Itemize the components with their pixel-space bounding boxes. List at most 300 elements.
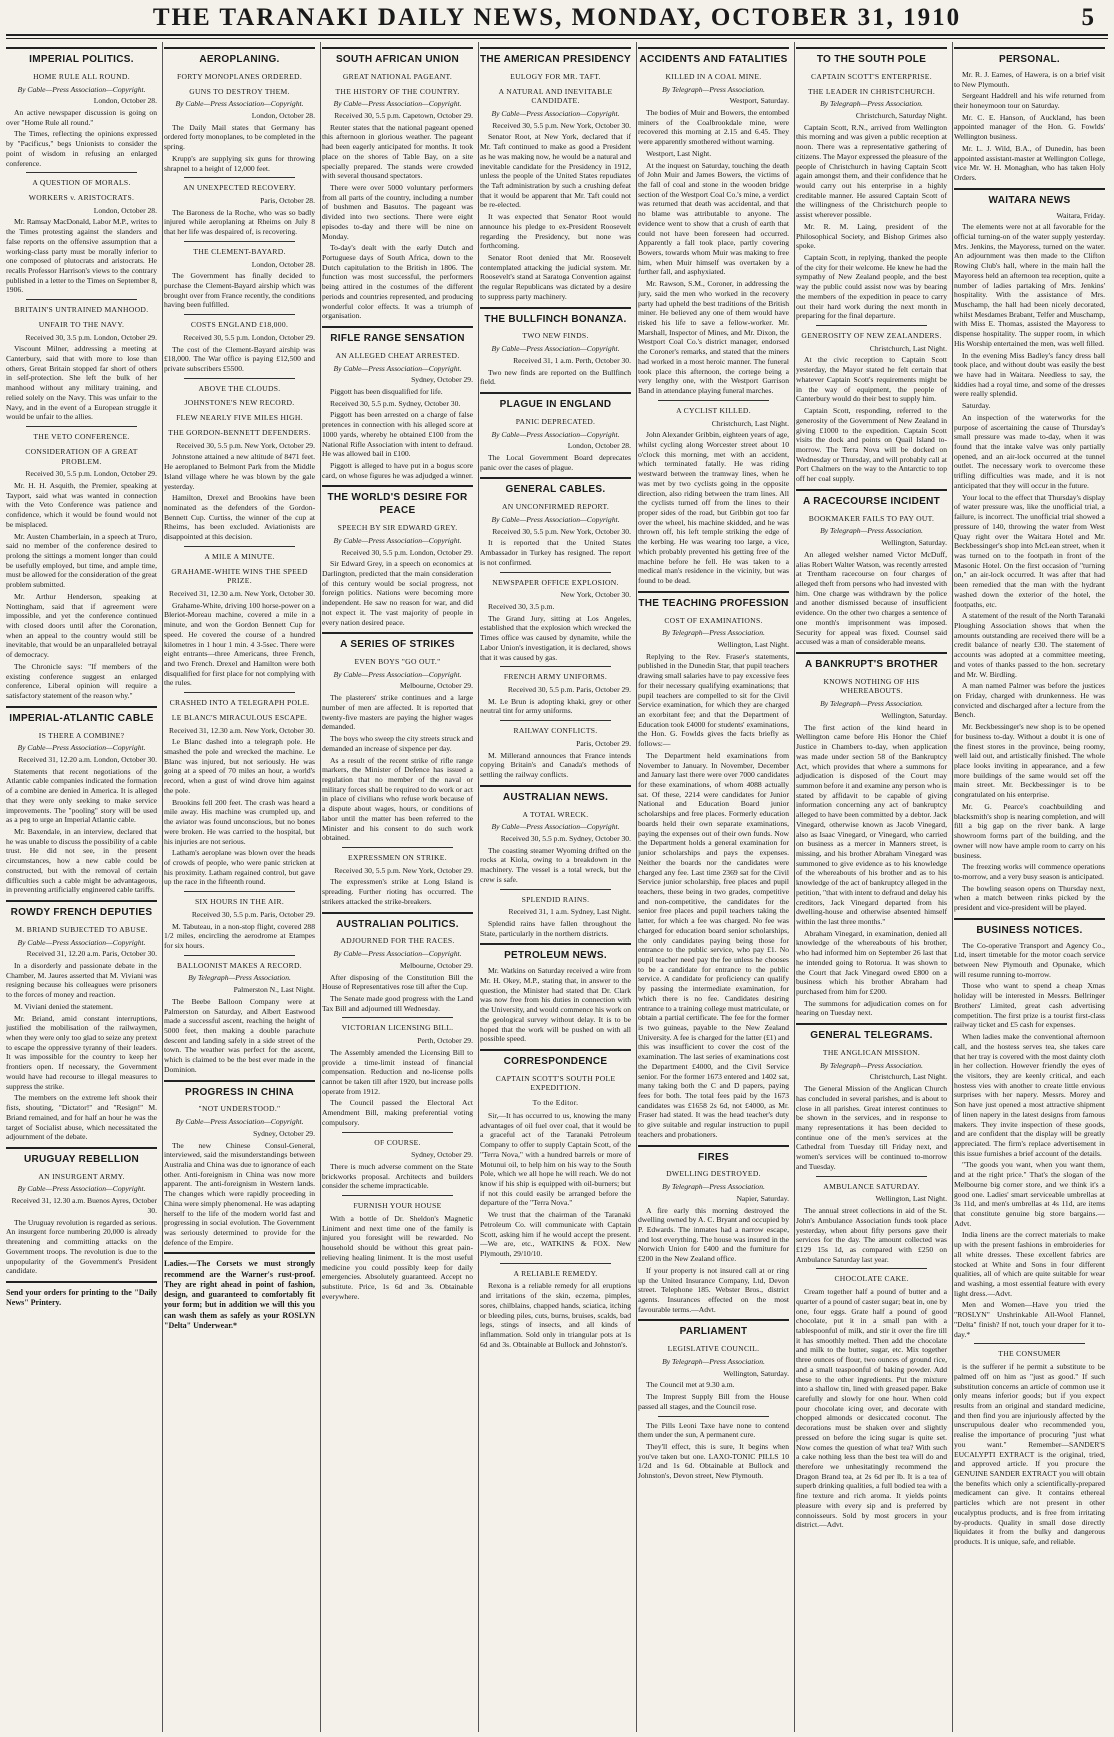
article-date: Received 31, 12.20 a.m. Paris, October 30. [26, 949, 157, 959]
article-paragraph: The Department held examinations from November to January. In November, December and January last there were over 7000 candidates for these examinations, of whom 4088 actually sat. Of these, 2214 were candidates for Junior National and Education Board junior scholarships and free places. Formerly education boards held their own separate examinations, paying the expenses out of their own funds. Now the Department holds a general examination for junior scholarships and pays the expenses. Neither the boards nor the candidates were charged any fee. Last time 2369 sat for the Civil Service junior scholarship, free places and pupil teachers, these being in two grades, competitive and non-competitive, the candidates for the senior free places and pupil teachers taking the latter, for which a fee was charged. No fee was charged for education board senior scholarships, the only candidates paying being those for entrance to the public service, who pay £1. No pupil teacher need pay the fee unless he chooses to be a candidate for entrance to the public service. A candidate for proficiency can qualify by passing the intermediate examination, for which there is no fee. Candidates desiring entrance to a training college must matriculate, or obtain a partial certificate. The fee for the former is two guineas, payable to the New Zealand University. A fee is charged for the latter (£1) and this was insufficient to cover the cost of the examination. The last series of examinations cost the Department £4000, and the Civil Service senior. For the former 1673 entered and 1402 sat, many taking both the C and D papers, paying fees for both. The total fees paid by the 1673 candidates was £1658 2s 6d, not £4000, as Mr. Fraser had stated. It was the head teacher's duty to give suitable and regular instruction to pupil teachers and probationers. [638, 750, 789, 1139]
article-date: Received 30, 5.5 p.m. Paris, October 29. [507, 684, 631, 694]
article-paragraph: When ladies make the conventional afternoon call, and the hostess serves tea, she takes care that her tray is covered with the most dainty cloth in her collection. However friendly the eyes of the visitors, they are keenly critical, and each hostess vies with another to create little envious surprises with her napery. Messrs. Morey and Son have just opened a most attractive shipment of linen napery in the latest designs from famous makers. They invite inspection of these goods, and are confident that the display will be greatly appreciated. The firm's replace advertisement in this issue furnishes a brief account of the details. [954, 1032, 1105, 1158]
article-paragraph: Saturday. [962, 401, 991, 411]
article [6, 1147, 157, 1276]
article-paragraph: There were over 5000 voluntary performers from all parts of the country, including a number of bushmen and Basutos. The pageant was divided into two sections. There were eight episodes to-day and there will be nine on Monday. [322, 182, 473, 241]
article [164, 47, 315, 173]
article-subheading: "NOT UNDERSTOOD." [198, 1104, 281, 1114]
article-paragraph: At the inquest on Saturday, touching the death of John Muir and James Bowers, the victims of the fall of coal and stone in the wooden bridge section of the Westport Coal Co.'s mine, a verdict was returned that death was accidental, and that no blame was attributable to anyone. The evidence went to show that a crush of earth that could not have been foreseen had occurred. Apparently a fall took place, partly covering Bowers, towards whom Muir was making to free him, when Muir himself was overtaken by a further fall, and asphyxiated. [638, 160, 789, 277]
article-paragraph: Two new finds are reported on the Bullfinch field. [480, 367, 631, 387]
article-paragraph: The freezing works will commence operations to-morrow, and a very busy season is anticipated. [954, 862, 1105, 881]
article-heading: AUSTRALIAN POLITICS. [336, 918, 459, 930]
article-dateline: By Cable—Press Association—Copyright. [333, 949, 462, 959]
article-date: London, October 28. [93, 205, 157, 215]
article-subheading: A MILE A MINUTE. [204, 551, 275, 561]
article-subheading: BALLOONIST MAKES A RECORD. [177, 960, 302, 970]
article-subheading: A QUESTION OF MORALS. [32, 178, 131, 188]
article-subheading: SPEECH BY SIR EDWARD GREY. [337, 523, 458, 533]
article-paragraph: Mr. H. H. Asquith, the Premier, speaking at Tayport, said what was wanted in connection with the Veto Conference was patience and confidence, which it would be found would not be misplaced. [6, 480, 157, 529]
article-dateline: By Cable—Press Association—Copyright. [491, 822, 620, 832]
section-rule [480, 943, 631, 945]
article [164, 241, 315, 310]
article-separator [184, 891, 295, 892]
article-paragraph: A man named Palmer was before the justices on Friday, charged with drunkenness. He was convicted and discharged after a lecture from the Bench. [954, 681, 1105, 720]
article-paragraph: Piggott has been disqualified for life. [330, 387, 443, 396]
article-date: Wellington, Saturday. [881, 710, 947, 720]
article-separator [342, 1132, 453, 1133]
article-subheading: IS THERE A COMBINE? [38, 730, 125, 740]
article-date: Wellington, Last Night. [717, 639, 789, 649]
article-dateline: By Cable—Press Association—Copyright. [333, 535, 462, 545]
article [164, 177, 315, 237]
article [322, 912, 473, 1014]
article [638, 1319, 789, 1411]
article-paragraph: Mr. Briand, amid constant interruptions, justified the mobilisation of the railwaymen, when they were only too glad to seize any pretext to escape the oppressive tyranny of their leaders. It was impossible for the country to keep her frontiers open. If necessary, the Government would have had recourse to illegal measures to suppress the strike. [6, 1013, 157, 1091]
masthead-rule-thin [6, 38, 1108, 39]
article-heading: WAITARA NEWS [988, 194, 1071, 206]
article-subheading: NEWSPAPER OFFICE EXPLOSION. [492, 577, 619, 587]
article-separator [342, 1195, 453, 1196]
article-heading: TO THE SOUTH POLE [816, 54, 927, 65]
article-paragraph: The Pills Leoni Taxe have none to contend them under the sun, A permanent cure. [638, 1420, 789, 1440]
article-separator [816, 1176, 927, 1177]
article-paragraph: The Council passed the Electoral Act Amendment Bill, making preferential voting compulsory. [322, 1098, 473, 1127]
section-rule [480, 1049, 631, 1051]
article-heading: PETROLEUM NEWS. [504, 950, 607, 962]
article [322, 847, 473, 907]
article-heading: CORRESPONDENCE [503, 1055, 608, 1067]
section-rule [6, 1281, 157, 1283]
article [480, 47, 631, 302]
article-dateline: By Cable—Press Association—Copyright. [175, 99, 304, 109]
article-paragraph: Mr. Baxendale, in an interview, declared that he was unable to discuss the possibility of a cable trust. He did not see, in the present circumstances, how a new cable could be constructed, but with the removal of certain difficulties such a cable might be advantageous, in preventing artificially engineered cable tariffs. [6, 827, 157, 895]
article-paragraph: Received 30, 3.5 p.m. [488, 601, 555, 611]
article-paragraph: Your local to the effect that Thursday's display of water pressure was, like the unofficial trial, a failure, is incorrect. The unofficial trial showed a pressure of 140, throwing the water from West Quay right over the Waitara Hotel and Mr. Beckbessinger's shop into McLean street, when it was turned on to the footpath in front of the Masonic Hotel. On the first occasion of "turning on," an air-lock occurred. It was after that had been remedied that the man with the hydrant washed down the exterior of the hotel, the footpaths, etc. [954, 492, 1105, 609]
article-subheading: A RELIABLE REMEDY. [513, 1268, 598, 1278]
article-paragraph: Mr. R. J. Eames, of Hawera, is on a brief visit to New Plymouth. [954, 69, 1105, 89]
article [6, 900, 157, 1142]
article-subheading: AN UNCONFIRMED REPORT. [501, 502, 610, 512]
article-subheading: EXPRESSMEN ON STRIKE. [348, 852, 447, 862]
article-paragraph: The Uruguay revolution is regarded as serious. An insurgent force numbering 20,000 is already threatening and committing attacks on the Government troops. The revolution is due to the unpopularity of the Government's President candidate. [6, 1217, 157, 1276]
article [322, 326, 473, 480]
article-separator [500, 666, 611, 667]
article-date: Received 31, 1 a.m. Perth, October 30. [513, 355, 631, 365]
article-date: Westport, Saturday. [729, 96, 789, 106]
article-heading: PROGRESS IN CHINA [184, 1086, 294, 1098]
article-date: Received 30, 5.5 p.m. London, October 29. [341, 547, 473, 557]
section-rule [480, 47, 631, 49]
article-separator [500, 1263, 611, 1264]
article-date: Sydney, October 29. [253, 1128, 315, 1138]
section-rule [796, 489, 947, 491]
article-paragraph: Viscount Milner, addressing a meeting at Canterbury, said that with more to lose than others, Great Britain stopped far short of others in self-protection. She left the bulk of her manhood without any military training, and relied solely on the Navy. This was unfair to the Navy, and in the event of a European struggle it would be unfair to the allies. [6, 344, 157, 422]
article-paragraph: The boys who sweep the city streets struck and demanded an increase of sixpence per day. [322, 734, 473, 753]
article-subheading: CAPTAIN SCOTT'S ENTERPRISE. [811, 71, 932, 81]
article [164, 378, 315, 542]
article-date: Perth, October 29. [417, 1036, 473, 1046]
article-separator [184, 177, 295, 178]
article-paragraph: Mr. Austen Chamberlain, in a speech at Truro, said no member of the conference desired to prolong the sittings a moment longer than could be usefully employed, but time, and ample time, must be allowed for the consideration of the great problem submitted. [6, 531, 157, 590]
article-dateline: By Cable—Press Association—Copyright. [491, 344, 620, 354]
article-paragraph: Krupp's are supplying six guns for throwing shrapnel to a height of 12,000 feet. [164, 153, 315, 173]
article-date: Received 30, 5.5 p.m. Sydney, October 30. [500, 833, 631, 843]
article [6, 47, 157, 168]
article-separator [184, 692, 295, 693]
article-subheading: BRITAIN'S UNTRAINED MANHOOD. [14, 305, 149, 315]
article-dateline: By Cable—Press Association—Copyright. [17, 84, 146, 94]
article-dateline: By Cable—Press Association—Copyright. [491, 108, 620, 118]
page-columns [6, 42, 1108, 1732]
article [954, 188, 1105, 913]
article-subheading: HOME RULE ALL ROUND. [33, 71, 130, 81]
article-paragraph: The first action of the kind heard in Wellington came before His Honor the Chief Justice in Chambers to-day, when application was made under section 58 of the Bankruptcy Act, which provides that where a summons for adjudication is disposed of the Court may summon before it and examine any person who is stated by affidavit to be capable of giving information concerning any act of bankruptcy alleged to have been committed by a debtor. Jack Vinegard, otherwise known as Jacob Vinegard, also as Isaac Vinegard, or Vinegard, who carried on business as a mercer in Manners street, is missing, and his brother Abraham Vinegard was summoned to give evidence as to his knowledge of the whereabouts of his brother and as to his knowledge of the act of bankruptcy alleged in the petition, "that with intent to defraud and delay his creditors, Jack Vinegard departed from his dwelling-house and otherwise absented himself within the last three months." [796, 722, 947, 927]
article-separator [658, 1416, 769, 1417]
article-subheading: AN UNEXPECTED RECOVERY. [183, 183, 296, 193]
section-rule [6, 47, 157, 49]
article-paragraph: In the evening Miss Badley's fancy dress ball took place, and without doubt was easily the best we have had in Waitara. Needless to say, the kiddies had a royal time, and some of the dresses were really splendid. [954, 350, 1105, 399]
article-dateline: By Cable—Press Association—Copyright. [491, 514, 620, 524]
article-separator [184, 314, 295, 315]
article-paragraph: As a result of the recent strike of rifle range markers, the Minister of Defence has issued a regulation that no member of the naval or military forces shall be required to do work or act in place of civilians who refuse work because of a dispute about wages, hours, or conditions of labor until the matter has been referred to the Minister and his consent to do such work obtained. [322, 755, 473, 843]
article-date: Received 30, 5.5 p.m. New York, October 29. [334, 865, 473, 875]
article-paragraph: It was expected that Senator Root would announce his pledge to ex-President Roosevelt regarding the Presidency, but none was forthcoming. [480, 212, 631, 251]
article-separator [974, 1343, 1085, 1344]
article [480, 572, 631, 663]
article [796, 325, 947, 484]
article-paragraph: Captain Scott, R.N., arrived from Wellington this morning and was given a public reception at noon. There was a representative gathering of citizens. The Mayor expressed the pleasure of the people of Christchurch in having Captain Scott again amongst them, and their confidence that he would carry out his enterprise in a highly creditable manner. He assured Captain Scott of the willingness of the Christchurch people to assist wherever possible. [796, 122, 947, 220]
article-paragraph: Sergeant Haddrell and his wife returned from their honeymoon tour on Saturday. [954, 91, 1105, 110]
article-paragraph: The Co-operative Transport and Agency Co., Ltd, insert timetable for the motor coach service between New Plymouth and Opunake, which will resume running to-morrow. [954, 940, 1105, 979]
section-rule [164, 1252, 315, 1254]
article-subheading: CHOCOLATE CAKE. [834, 1274, 909, 1284]
article-subheading: THE HISTORY OF THE COUNTRY. [335, 86, 460, 96]
article-paragraph: Mr. Ramsay MacDonald, Labor M.P., writes to the Times protesting against the slanders and false reports on the offensive assumption that a working-class party must be morally inferior to one composed of plutocrats and aristocrats. He recalls Professor Harrison's views to the contrary published in a letter to the Times on September 8, 1906. [6, 217, 157, 295]
article-dateline: By Cable—Press Association—Copyright. [17, 937, 146, 947]
article-date: Waitara, Friday. [1056, 210, 1105, 220]
article-separator [26, 172, 137, 173]
section-rule [164, 1080, 315, 1082]
article-paragraph: The annual street collections in aid of the St. John's Ambulance Association funds took place yesterday, when about fifty persons gave their services for the day. The amount collected was £129 15s 1d, as compared with £250 on Ambulance Saturday last year. [796, 1206, 947, 1264]
article-subheading: ADJOURNED FOR THE RACES. [340, 936, 455, 946]
article-subheading: GENEROSITY OF NEW ZEALANDERS. [801, 331, 942, 341]
article-separator [658, 400, 769, 401]
article-paragraph: Latham's aeroplane was blown over the heads of crowds of people, who were panic stricken at his proximity. Latham regained control, but gave up the race in the fifteenth round. [164, 848, 315, 887]
article-paragraph: Mr. L. J. Wild, B.A., of Dunedin, has been appointed assistant-master at Wellington College, vice Mr. W. H. Monaghan, who has taken Holy Orders. [954, 143, 1105, 182]
article-paragraph: Grahame-White, driving 100 horse-power on a Bleriot-Moreau machine, covered a mile in a minute, and won the Gordon Bennett Cup for speed. He covered the course of a hundred kilometres in 1 hour 1 min. 4 3-5sec. There were eight entrants—three Americans, three French, and two French. Drexel and Hamilton were both disqualified for first place for not complying with the rules. [164, 600, 315, 688]
article-paragraph: is the sufferer if he permit a substitute to be palmed off on him as "just as good." If such substitution concerns an article of common use it only means inferior goods; but if you expect results from an original and standard medicine, and then find you are injuriously affected by the unscrupulous dealer who recommended you, realise the importance of procuring "just what you want." Remember—SANDER'S EUCALYPTI EXTRACT is the original, tried, and approved article. If you procure the GENUINE SANDER EXTRACT you will obtain the benefits which only a scientifically-prepared medicament can give. It contains ethereal particles which are not present in other eucalyptus products, and is free from irritating by-products. Quality in small dose directly liquidates it from the bulky and dangerous products. It is unique, safe, and reliable. [954, 1362, 1105, 1547]
article-paragraph: Splendid rains have fallen throughout the State, particularly in the northern districts. [480, 918, 631, 938]
article-paragraph: With a bottle of Dr. Sheldon's Magnetic Liniment and next time one of the family is injured you foresight will be rewarded. No household should be without this great pain-relieving healing liniment. It is the most useful medicine you could possibly keep for daily emergencies. Absolutely guaranteed. Accept no substitute. Price, 1s 6d and 3s. Obtainable everywhere. [322, 1213, 473, 1301]
article [6, 426, 157, 701]
article-date: Melbourne, October 29. [400, 681, 473, 691]
page-number: 5 [1081, 4, 1094, 31]
article-paragraph: The Beebe Balloon Company were at Palmerston on Saturday, and Albert Eastwood made a successful ascent, reaching the height of 5000 feet, then making a double parachute descent and landing safely in a side street of the town. The weather was perfect for the ascent, which is claimed to be the best ever made in the Dominion. [164, 996, 315, 1074]
article-heading: GENERAL TELEGRAMS. [810, 1030, 933, 1042]
article-subheading: AN INSURGENT ARMY. [38, 1171, 125, 1181]
article-heading: SOUTH AFRICAN UNION [335, 54, 460, 65]
section-rule [954, 918, 1105, 920]
article-date: Received 30, 5.5 p.m. Capetown, October 29. [334, 110, 473, 120]
section-rule [954, 188, 1105, 190]
article-paragraph: The coasting steamer Wyoming drifted on the rocks at Kiola, owing to a breakdown in the machinery. The vessel is a total wreck, but the crew is safe. [480, 845, 631, 884]
article-subheading: BOOKMAKER FAILS TO PAY OUT. [808, 513, 935, 523]
article-dateline: By Cable—Press Association—Copyright. [333, 363, 462, 373]
article-subheading: PANIC DEPRECATED. [515, 416, 596, 426]
section-rule [164, 47, 315, 49]
article-subheading: FORTY MONOPLANES ORDERED. [176, 71, 303, 81]
article-paragraph: Cream together half a pound of butter and a quarter of a pound of caster sugar; beat in, one by one, four eggs. Grate half a pound of good chocolate, put it in a small pan with a tablespoonful of milk, and stir it over the fire till it has smoothly melted. Then add the chocolate and milk to the butter, sugar, etc. Mix together three ounces of flour, two ounces of ground rice, and a small teaspoonful of baking powder. Add these to the other ingredients. Put the mixture into a shallow tin, lined with greased paper. Bake carefully and slowly for one hour. When cold pour chocolate icing over, and decorate with chopped almonds or desiccated coconut. The decorations must be shaken over and slightly pressed on before the icing sugar is quite set. Now comes the question of what tea? With such a cake nothing less than the best tea will do and therefore we unhesitatingly recommend the Dragon Brand tea, at 2s 6d per lb. It is a tea of superb drinking qualities, a full bodied tea with a fine texture and rich aroma. It yields points pleasure with every sip and is preferred by connoisseurs. Sold by most grocers in your district.—Advt. [796, 1287, 947, 1530]
article-subheading: THE CLEMENT-BAYARD. [193, 246, 286, 256]
article-subheading: THE ANGLICAN MISSION. [822, 1048, 921, 1057]
article-subheading: ABOVE THE CLOUDS. [198, 383, 281, 393]
section-rule [6, 1147, 157, 1149]
article-date: Christchurch, Last Night. [869, 1072, 947, 1082]
article-dateline: By Cable—Press Association—Copyright. [333, 99, 462, 109]
article-paragraph: We trust that the chairman of the Taranaki Petroleum Co. will communicate with Captain Scott, asking him if he would accept the present.—We are, etc., WATKINS & FOX. New Plymouth, 29/10/10. [480, 1210, 631, 1258]
article-subheading: OF COURSE. [374, 1137, 421, 1147]
article [796, 1268, 947, 1530]
column-footer-ad: Send your orders for printing to the "Daily News" Printery. [6, 1287, 157, 1308]
article-date: Sydney, October 29. [411, 1150, 473, 1160]
article-paragraph: The bowling season opens on Thursday next, when a match between rinks picked by the president and vice-president will be played. [954, 883, 1105, 913]
article [164, 314, 315, 374]
article-subheading: UNFAIR TO THE NAVY. [38, 319, 125, 329]
article-paragraph: Captain Scott, in replying, thanked the people of the city for their welcome. He knew he had the sympathy of New Zealand people, and the best way the public could assist now was by bearing the members of the expedition in peace to carry out their hard work during the next month in preparing for the final departure. [796, 253, 947, 321]
article-paragraph: The expressmen's strike at Long Island is spreading. Further rioting has occurred. The strikers attacked the strike-breakers. [322, 877, 473, 906]
article-date: Received 31, 12.30 a.m. New York, October 30. [169, 725, 315, 735]
article-heading: PARLIAMENT [679, 1326, 748, 1338]
article [6, 299, 157, 422]
article [638, 1145, 789, 1315]
article-paragraph: An inspection of the waterworks for the purpose of ascertaining the cause of Thursday's small pressure was made to-day, when it was found that the intake valve was only partially opened, and an air-lock occurred at the tunnel outlet. The necessary work to overcome these trifling difficulties was made, and it is not anticipated that they will occur in the future. [954, 412, 1105, 490]
article-paragraph: M. Tabuteau, in a non-stop flight, covered 288 1/2 miles, encircling the aerodrome at Etampes for six hours. [164, 921, 315, 950]
article-paragraph: After disposing of the Constitution Bill the House of Representatives rose till after the Cup. [322, 972, 473, 992]
article-subheading: VICTORIAN LICENSING BILL. [341, 1023, 454, 1033]
article-heading: PLAGUE IN ENGLAND [499, 399, 612, 410]
article-date: Wellington, Last Night. [875, 1194, 947, 1204]
article-subheading: A TOTAL WRECK. [522, 809, 589, 819]
article-separator [500, 889, 611, 890]
column-3 [322, 42, 473, 1732]
article [796, 47, 947, 321]
article-date: Wellington, Saturday. [881, 538, 947, 548]
article-paragraph: A fire early this morning destroyed the dwelling owned by A. C. Bryant and occupied by P. Edwards. The inmates had a narrow escape, and lost everything. The house was insured in the Norwich Union for £400 and the furniture for £200 in the New Zealand office. [638, 1205, 789, 1264]
article-paragraph: If your property is not insured call at or ring up the United Insurance Company, Ltd, Devon street. Telephone 185. Webster Bros., district agents. Insurances effected on the most favourable terms.—Advt. [638, 1265, 789, 1314]
column-7 [954, 42, 1105, 1732]
article [954, 47, 1105, 183]
masthead-rule [6, 34, 1108, 36]
article-dateline: By Telegraph—Press Association. [820, 1060, 923, 1070]
article-heading: FIRES [698, 1151, 729, 1163]
article-separator [26, 426, 137, 427]
article-subheading: GUNS TO DESTROY THEM. [189, 86, 290, 96]
article-date: Christchurch, Saturday Night. [855, 110, 947, 120]
column-4 [480, 42, 631, 1732]
article [480, 943, 631, 1044]
article-dateline: By Telegraph—Press Association. [662, 628, 765, 638]
article [322, 632, 473, 843]
article-dateline: By Telegraph—Press Association. [662, 84, 765, 94]
article-paragraph: To-day's dealt with the early Dutch and Portuguese days of South Africa, down to the Dutch capitulation to the British in 1806. The function was most successful, the performers being attired in the costumes of the different periods and countries represented, and producing wonderful color effects. It was a triumph of organisation. [322, 243, 473, 321]
article [322, 47, 473, 321]
article-paragraph: Mr. R. M. Laing, president of the Philosophical Society, and Bishop Grimes also spoke. [796, 221, 947, 251]
section-rule [322, 47, 473, 49]
article-paragraph: Westport, Last Night. [646, 148, 712, 158]
article-subheading: A CYCLIST KILLED. [676, 405, 751, 415]
article-separator [500, 720, 611, 721]
article-date: Received 31, 1 a.m. Sydney, Last Night. [508, 907, 631, 917]
article-paragraph: The plasterers' strike continues and a large number of men are affected. It is reported that twenty-five masters are paying the higher wages demanded. [322, 693, 473, 732]
article [6, 706, 157, 895]
article-subheading: THE GORDON-BENNETT DEFENDERS. [168, 427, 311, 437]
article-subheading: LEGISLATIVE COUNCIL. [667, 1344, 760, 1354]
article-date: Received 31, 12.30 a.m. New York, October 30. [169, 588, 315, 598]
section-rule [322, 912, 473, 914]
article-subheading: KILLED IN A COAL MINE. [665, 71, 762, 81]
article-paragraph: The new Chinese Consul-General, interviewed, said the misunderstandings between Australia and China was due to ignorance of each other. Anti-foreignism in China was now more apparent. The anti-foreignism in Western lands. The changes which were rapidly proceeding in China were simply phenomenal. He was adapting herself to the life of the modern world fast and progressing in social evolution. The Government was seriously determined to provide for the defence of the Empire. [164, 1140, 315, 1247]
article-heading: PERSONAL. [998, 54, 1061, 65]
article [954, 918, 1105, 1340]
article-subheading: FRENCH ARMY UNIFORMS. [503, 672, 608, 682]
article-subheading: To the Editor. [532, 1098, 579, 1108]
article-subheading: WORKERS v. ARISTOCRATS. [28, 192, 135, 202]
article [164, 546, 315, 688]
article-subheading: FLEW NEARLY FIVE MILES HIGH. [176, 413, 303, 423]
column-1 [6, 42, 157, 1732]
article-heading: GENERAL CABLES. [505, 484, 606, 496]
article-heading: THE AMERICAN PRESIDENCY [480, 54, 631, 65]
article-paragraph: The Government has finally decided to purchase the Clement-Bayard airship which was brought over from France recently, the conditions having been fulfilled. [164, 271, 315, 310]
article-heading: THE BULLFINCH BONANZA. [484, 313, 627, 325]
article-date: London, October 28. [251, 259, 315, 269]
article-subheading: AN ALLEGED CHEAT ARRESTED. [335, 350, 460, 360]
article-subheading: CRASHED INTO A TELEGRAPH POLE. [169, 698, 310, 708]
article [164, 955, 315, 1075]
article-date: Wellington, Saturday. [723, 1368, 789, 1378]
article [638, 400, 789, 586]
article-subheading: JOHNSTONE'S NEW RECORD. [184, 398, 295, 408]
article-paragraph: The Daily Mail states that Germany has ordered forty monoplanes, to be completed in the spring. [164, 122, 315, 152]
article-paragraph: A statement of the result of the North Taranaki Ploughing Association shows that when the amounts outstanding are received there will be a credit balance of nearly £30. The statement of accounts was adopted at a committee meeting, and votes of thanks passed to the hon. secretary and Mr. W. Birdling. [954, 611, 1105, 679]
section-rule [6, 706, 157, 708]
article-subheading: FURNISH YOUR HOUSE [353, 1201, 442, 1211]
article-date: New York, October 30. [560, 590, 631, 600]
article-subheading: CONSIDERATION OF A GREAT PROBLEM. [25, 446, 138, 466]
article-paragraph: Mr. Rawson, S.M., Coroner, in addressing the jury, said the men who worked in the recovery party had upheld the best traditions of the British miner. He believed any one of them would have risked his life to save a fellow-worker. Mr. Marshall, Inspector of Mines, and Mr. Dixon, the Westport Coal Co.'s district manager, endorsed the Coroner's remarks, and stated that the miners had worked in a most heroic manner. The funeral took place this afternoon, the cortege being a very lengthy one, with the Westport Garrison Band in attendance playing funeral marches. [638, 279, 789, 396]
article-subheading: COST OF EXAMINATIONS. [664, 615, 763, 625]
article-heading: IMPERIAL POLITICS. [29, 54, 134, 65]
article [164, 692, 315, 887]
article-heading: RIFLE RANGE SENSATION [330, 333, 465, 345]
column-5 [638, 42, 789, 1732]
section-rule [638, 1319, 789, 1321]
article [322, 485, 473, 627]
article-heading: A SERIES OF STRIKES [340, 639, 455, 651]
article-paragraph: It is reported that the United States Ambassador in Turkey has resigned. The report is not confirmed. [480, 538, 631, 567]
article-paragraph: Piggott is alleged to have put in a bogus score card, on whose figures he was adjudged a winner. [322, 461, 473, 480]
article-paragraph: Senator Root denied that Mr. Roosevelt contemplated attacking the judicial system. Mr. Roosevelt's stand at Saratoga Convention against the regular Republicans was dictated by a desire to suppress party machinery. [480, 253, 631, 301]
article-subheading: LE BLANC'S MIRACULOUS ESCAPE. [171, 712, 308, 722]
article-paragraph: An alleged welsher named Victor McDuff, alias Robert Walter Watson, was recently arrested at Trentham racecourse on four charges of alleged theft from persons who had invested with him. One charge was withdrawn by the police and another dismissed because of insufficient evidence. On the other two charges a sentence of one month's imprisonment was imposed. Security for appeal was fixed. Counsel said accused was a man of considerable means. [796, 549, 947, 647]
section-rule [796, 652, 947, 654]
article [480, 307, 631, 387]
article-paragraph: An active newspaper discussion is going on over "Home Rule all round." [6, 107, 157, 127]
article-paragraph: Le Blanc dashed into a telegraph pole. He smashed the pole and wrecked the machine. Le Blanc was injured, but not seriously. He was going at a speed of 70 miles an hour, a world's record, when a gust of wind drove him against the pole. [164, 737, 315, 795]
article-dateline: By Cable—Press Association—Copyright. [17, 1184, 146, 1194]
article [796, 489, 947, 647]
article-paragraph: Men and Women—Have you tried the "ROSLYN" Unshrinkable All-Wool Flannel, "Delta" finish? If not, touch your draper for it to-day.* [954, 1300, 1105, 1339]
article-subheading: TWO NEW FINDS. [522, 331, 589, 341]
article-date: Received 30, 5.5 p.m. Paris, October 29. [191, 909, 315, 919]
section-rule [954, 47, 1105, 49]
article-paragraph: The members on the extreme left shook their fists, shouting, "Dictator!" and "Resign!" M. Briand remained, and for half an hour he was the target of Socialist abuse, which necessitated the adjournment of the debate. [6, 1093, 157, 1142]
article-paragraph: The Baroness de la Roche, who was so badly injured while aeroplaning at Rheims on July 8 that her life was despaired of, is recovering. [164, 207, 315, 237]
article [164, 891, 315, 951]
article-separator [26, 299, 137, 300]
article-heading: BUSINESS NOTICES. [976, 924, 1083, 936]
section-rule [480, 307, 631, 309]
article [6, 172, 157, 295]
article-dateline: By Telegraph—Press Association. [820, 99, 923, 109]
section-rule [638, 1145, 789, 1147]
article-paragraph: They'll effect, this is sure, It begins when you've taken but one. LAXO-TONIC PILLS 10 1/2d and 1s 6d. Obtainable at Bullock and Johnston's, Devon street, New Plymouth. [638, 1442, 789, 1481]
article-date: London, October 28. [251, 110, 315, 120]
article-subheading: THE VETO CONFERENCE. [33, 432, 130, 442]
article-paragraph: Replying to the Rev. Fraser's statements, published in the Dunedin Star, that pupil teachers drawing small salaries have to pay excessive fees for their necessary qualifying examinations; that pupil teachers are compelled to sit for the Civil Service examination, for which they are charged an exorbitant fee; and that the Department of Education took £4000 for students' examinations, the Hon. G. Fowlds gives the facts briefly as follows:— [638, 651, 789, 749]
article-subheading: COSTS ENGLAND £18,000. [190, 320, 289, 330]
article-paragraph: Mr. C. E. Hanson, of Auckland, has been appointed manager of the Hon. G. Fowlds' Wellington business. [954, 112, 1105, 142]
article-subheading: THE LEADER IN CHRISTCHURCH. [807, 86, 936, 96]
article-date: Received 31, 12.30 a.m. Buenos Ayres, October 30. [11, 1196, 157, 1215]
article-heading: AUSTRALIAN NEWS. [502, 791, 609, 803]
article-paragraph: The Local Government Board deprecates panic over the cases of plague. [480, 452, 631, 472]
article-separator [184, 546, 295, 547]
article-date: Palmerston N., Last Night. [233, 985, 315, 995]
article-heading: A BANKRUPT'S BROTHER [804, 658, 938, 670]
column-6 [796, 42, 947, 1732]
column-2 [164, 42, 315, 1732]
section-rule [796, 1023, 947, 1025]
article [480, 785, 631, 885]
article-subheading: THE CONSUMER [998, 1349, 1061, 1359]
article-dateline: By Telegraph—Press Association. [662, 1357, 765, 1366]
article [638, 1416, 789, 1481]
article-heading: ACCIDENTS AND FATALITIES [639, 54, 788, 65]
article [480, 477, 631, 567]
section-rule [480, 785, 631, 787]
article-subheading: DWELLING DESTROYED. [666, 1169, 761, 1179]
article-paragraph: The bodies of Muir and Bowers, the entombed miners of the Coalbrookdale mine, were recovered this morning at 2.15 and 6.45. They were apparently smothered without warning. [638, 107, 789, 147]
article-separator [500, 572, 611, 573]
article [954, 1343, 1105, 1546]
article-date: London, October 28. [93, 96, 157, 106]
article-date: Received 30, 5.5 p.m. New York, October 30. [492, 120, 631, 130]
article-date: Christchurch, Last Night. [869, 343, 947, 353]
article-paragraph: Captain Scott, responding, referred to the generosity of the Government of New Zealand in giving £1000 to the expedition. Captain Scott visits the dock and points on Quail Island to-morrow. The Terra Nova will be docked on Wednesday or Thursday, and will probably call at Port Chalmers on the way to the Antarctic to top off her coal supply. [796, 406, 947, 484]
article-paragraph: At the civic reception to Captain Scott yesterday, the Mayor stated he felt certain that whatever Captain Scott's requirements might be in the way of equipment, the people of Canterbury would do their best to supply him. [796, 355, 947, 404]
article-date: Received 30, 3.5 p.m. London, October 29. [25, 332, 157, 342]
article [480, 889, 631, 939]
article-subheading: CAPTAIN SCOTT'S SOUTH POLE EXPEDITION. [495, 1073, 616, 1093]
article-paragraph: John Alexander Gribbin, eighteen years of age, whilst cycling along Worcester street about 10 o'clock this morning, met with an accident, which terminated fatally. He was riding westward between the tramway lines, when he was met by two cyclists going in the opposite direction, also riding between the tram lines. All the cyclists turned off from the lines to their proper sides of the road, but Gribbin got too far over the wheel, his machine skidded, and he was thrown off, his left temple striking the edge of the kerbing. He was wearing too large, a vice, which probably prevented his getting free of the machine before he fell. He was taken to a medical man's residence in the vicinity, but was found to be dead. [638, 430, 789, 586]
section-rule [796, 47, 947, 49]
article-paragraph: India linens are the correct materials to make up with the present fashions in embroideries for all white dresses. These excellent fabrics are stocked at White and Sons in four different qualities, all of which are quite suitable for wear and washing, a most essential feature with every light dress.—Advt. [954, 1230, 1105, 1298]
section-rule [322, 485, 473, 487]
article [322, 1132, 473, 1192]
article-paragraph: Piggott has been arrested on a charge of false pretences in connection with his alleged score at 1000 yards, whereby he obtained £100 from the National Rifle Association with intent to defraud. He was allowed bail in £100. [322, 410, 473, 459]
article-paragraph: Brookins fell 200 feet. The crash was heard a mile away. His machine was crumpled up, and the aviator was found unconscious, but no bones were broken. He was carried to the hospital, but his injuries are not serious. [164, 797, 315, 846]
